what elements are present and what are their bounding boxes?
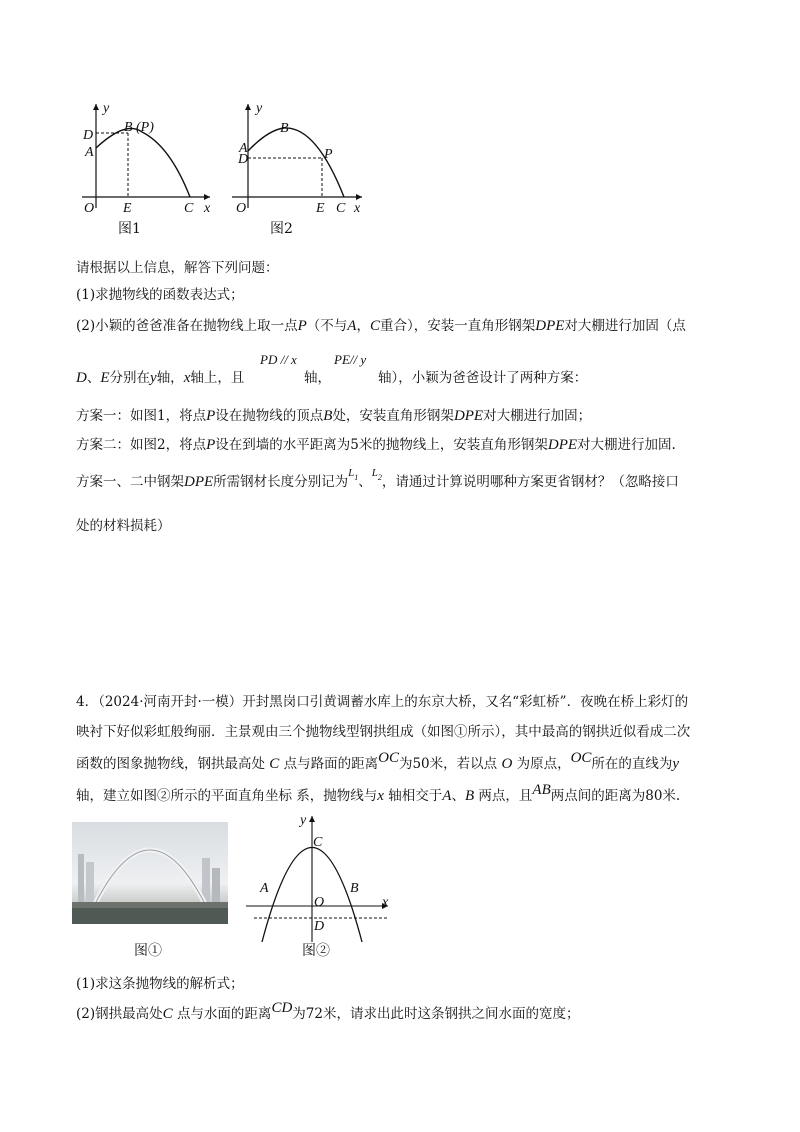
pd-parallel-x: PD // x (260, 352, 297, 367)
problem-4-line2: 映衬下好似彩虹般绚丽．主景观由三个抛物线型钢拱组成（如图①所示），其中最高的钢拱近似看成二次 (76, 724, 691, 740)
steel-length-question-end: 处的材料损耗） (76, 518, 171, 534)
intro-text: 请根据以上信息，解答下列问题： (76, 260, 279, 276)
fig1-P: (P) (136, 120, 154, 135)
photo-caption: 图① (134, 943, 162, 959)
fig2-P: P (324, 147, 333, 162)
fig2-A: A (239, 141, 248, 156)
fig2-O: O (236, 201, 247, 216)
fig1-x: x (204, 201, 211, 216)
fig2-x: x (354, 201, 361, 216)
problem-4-line3: 函数的图象抛物线，钢拱最高处 C 点与路面的距离OC为50米，若以点 O 为原点，OC所在的直线为y (76, 750, 680, 772)
problem-4-q2: (2)钢拱最高处C 点与水面的距离CD为72米，请求出此时这条钢拱之间水面的宽度； (76, 1000, 580, 1022)
fig2-caption: 图2 (270, 221, 293, 237)
fig2-B: B (280, 121, 289, 136)
question-2-line2-end: 轴），小颖为爸爸设计了两种方案： (378, 370, 588, 386)
fig4-y: y (300, 813, 307, 828)
fig2-E: E (316, 201, 325, 216)
question-1: (1)求抛物线的函数表达式； (76, 287, 244, 303)
figure-2-caption: 图② (302, 943, 330, 959)
fig1-O: O (84, 201, 95, 216)
question-2-line2-start: D、E分别在y轴，x轴上，且 (76, 370, 245, 386)
fig4-O: O (314, 895, 325, 910)
figure-1 (78, 100, 218, 215)
fig2-D: D (238, 152, 249, 167)
fig1-D: D (83, 128, 94, 143)
fig4-D: D (314, 919, 325, 934)
fig4-B: B (350, 881, 359, 896)
fig1-E: E (123, 201, 132, 216)
scheme-1: 方案一：如图1，将点P设在抛物线的顶点B处，安装直角形钢架DPE对大棚进行加固； (76, 408, 592, 424)
fig2-C: C (336, 201, 346, 216)
fig1-B: B (124, 120, 133, 135)
fig4-C: C (313, 835, 323, 850)
fig1-y: y (103, 101, 110, 116)
problem-4-line4: 轴，建立如图②所示的平面直角坐标 系，抛物线与x 轴相交于A、B 两点，且AB两点间的距离为80米. (76, 782, 681, 804)
scheme-2: 方案二：如图2，将点P设在到墙的水平距离为5米的抛物线上，安装直角形钢架DPE对大棚进行加固. (76, 437, 676, 453)
steel-length-question: 方案一、二中钢架DPE所需钢材长度分别记为$^{L1}$、$^{L2}$，请通过计算说明哪种方案更省钢材？（忽略接口 (76, 467, 679, 490)
pe-parallel-y: PE// y (334, 352, 367, 367)
figure-parabola-2 (240, 808, 400, 944)
problem-4-q1: (1)求这条抛物线的解析式； (76, 976, 244, 992)
question-2-line1: (2)小颖的爸爸准备在抛物线上取一点P（不与A，C重合），安装一直角形钢架DPE对大棚进行加固（点 (76, 318, 686, 334)
fig2-y: y (256, 101, 263, 116)
fig1-C: C (184, 201, 194, 216)
figure-2 (228, 100, 368, 215)
fig4-x: x (382, 895, 389, 910)
question-2-axis-word: 轴， (304, 370, 331, 386)
rainbow-bridge-photo (72, 822, 228, 924)
fig1-A: A (85, 145, 94, 160)
fig4-A: A (260, 881, 269, 896)
problem-4-line1: 4．（2024·河南开封·一模）开封黑岗口引黄调蓄水库上的东京大桥，又名“彩虹桥”．夜晚在桥上彩灯的 (76, 694, 689, 710)
fig1-caption: 图1 (118, 221, 141, 237)
